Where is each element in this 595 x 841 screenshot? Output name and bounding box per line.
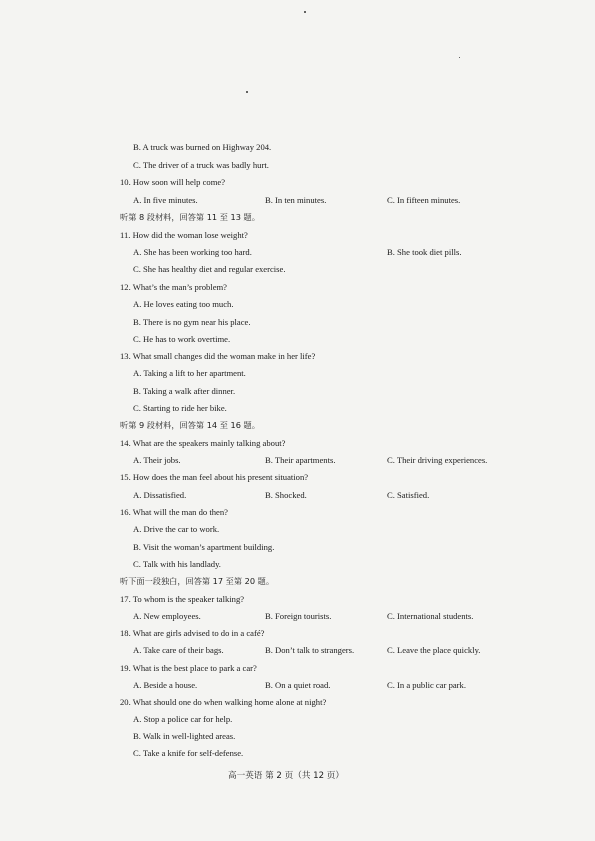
option-11a: A. She has been working too hard. (133, 247, 252, 257)
option-18c: C. Leave the place quickly. (387, 645, 481, 655)
option-20a: A. Stop a police car for help. (133, 714, 233, 724)
option-19b: B. On a quiet road. (265, 680, 331, 690)
option-17c: C. International students. (387, 611, 474, 621)
question-12: 12. What’s the man’s problem? (120, 282, 228, 292)
option-12b: B. There is no gym near his place. (133, 317, 251, 327)
option-18b: B. Don’t talk to strangers. (265, 645, 355, 655)
option-19a: A. Beside a house. (133, 680, 198, 690)
option-16c: C. Talk with his landlady. (133, 559, 221, 569)
option-15b: B. Shocked. (265, 490, 307, 500)
page-footer: 高一英语 第 2 页（共 12 页） (228, 771, 344, 781)
option-13c: C. Starting to ride her bike. (133, 403, 227, 413)
section-heading-8: 听第 8 段材料，回答第 11 至 13 题。 (120, 212, 260, 222)
option-11c: C. She has healthy diet and regular exercise. (133, 264, 286, 274)
question-10: 10. How soon will help come? (120, 177, 226, 187)
option-14a: A. Their jobs. (133, 455, 181, 465)
question-14: 14. What are the speakers mainly talking about? (120, 438, 286, 448)
option-16b: B. Visit the woman’s apartment building. (133, 542, 275, 552)
option-14c: C. Their driving experiences. (387, 455, 488, 465)
question-17: 17. To whom is the speaker talking? (120, 594, 245, 604)
scan-speck (304, 11, 306, 13)
option-17a: A. New employees. (133, 611, 201, 621)
option-19c: C. In a public car park. (387, 680, 466, 690)
option-10c: C. In fifteen minutes. (387, 195, 461, 205)
question-15: 15. How does the man feel about his present situation? (120, 472, 309, 482)
question-16: 16. What will the man do then? (120, 507, 228, 517)
option-10b: B. In ten minutes. (265, 195, 327, 205)
option-13a: A. Taking a lift to her apartment. (133, 368, 246, 378)
option-10a: A. In five minutes. (133, 195, 198, 205)
question-19: 19. What is the best place to park a car? (120, 663, 257, 673)
scan-speck (246, 91, 248, 93)
option-15a: A. Dissatisfied. (133, 490, 187, 500)
scan-speck (459, 57, 460, 58)
option-12a: A. He loves eating too much. (133, 299, 234, 309)
option-18a: A. Take care of their bags. (133, 645, 224, 655)
option-12c: C. He has to work overtime. (133, 334, 231, 344)
option-14b: B. Their apartments. (265, 455, 336, 465)
option-11b: B. She took diet pills. (387, 247, 462, 257)
question-13: 13. What small changes did the woman make in her life? (120, 351, 316, 361)
option-17b: B. Foreign tourists. (265, 611, 332, 621)
option-20c: C. Take a knife for self-defense. (133, 748, 244, 758)
question-11: 11. How did the woman lose weight? (120, 230, 248, 240)
option-13b: B. Taking a walk after dinner. (133, 386, 236, 396)
section-heading-monologue: 听下面一段独白，回答第 17 至第 20 题。 (120, 576, 275, 586)
question-18: 18. What are girls advised to do in a café? (120, 628, 265, 638)
option-16a: A. Drive the car to work. (133, 524, 220, 534)
question-20: 20. What should one do when walking home alone at night? (120, 697, 327, 707)
option-9b: B. A truck was burned on Highway 204. (133, 142, 272, 152)
option-20b: B. Walk in well-lighted areas. (133, 731, 236, 741)
option-9c: C. The driver of a truck was badly hurt. (133, 160, 269, 170)
section-heading-9: 听第 9 段材料，回答第 14 至 16 题。 (120, 420, 260, 430)
option-15c: C. Satisfied. (387, 490, 430, 500)
